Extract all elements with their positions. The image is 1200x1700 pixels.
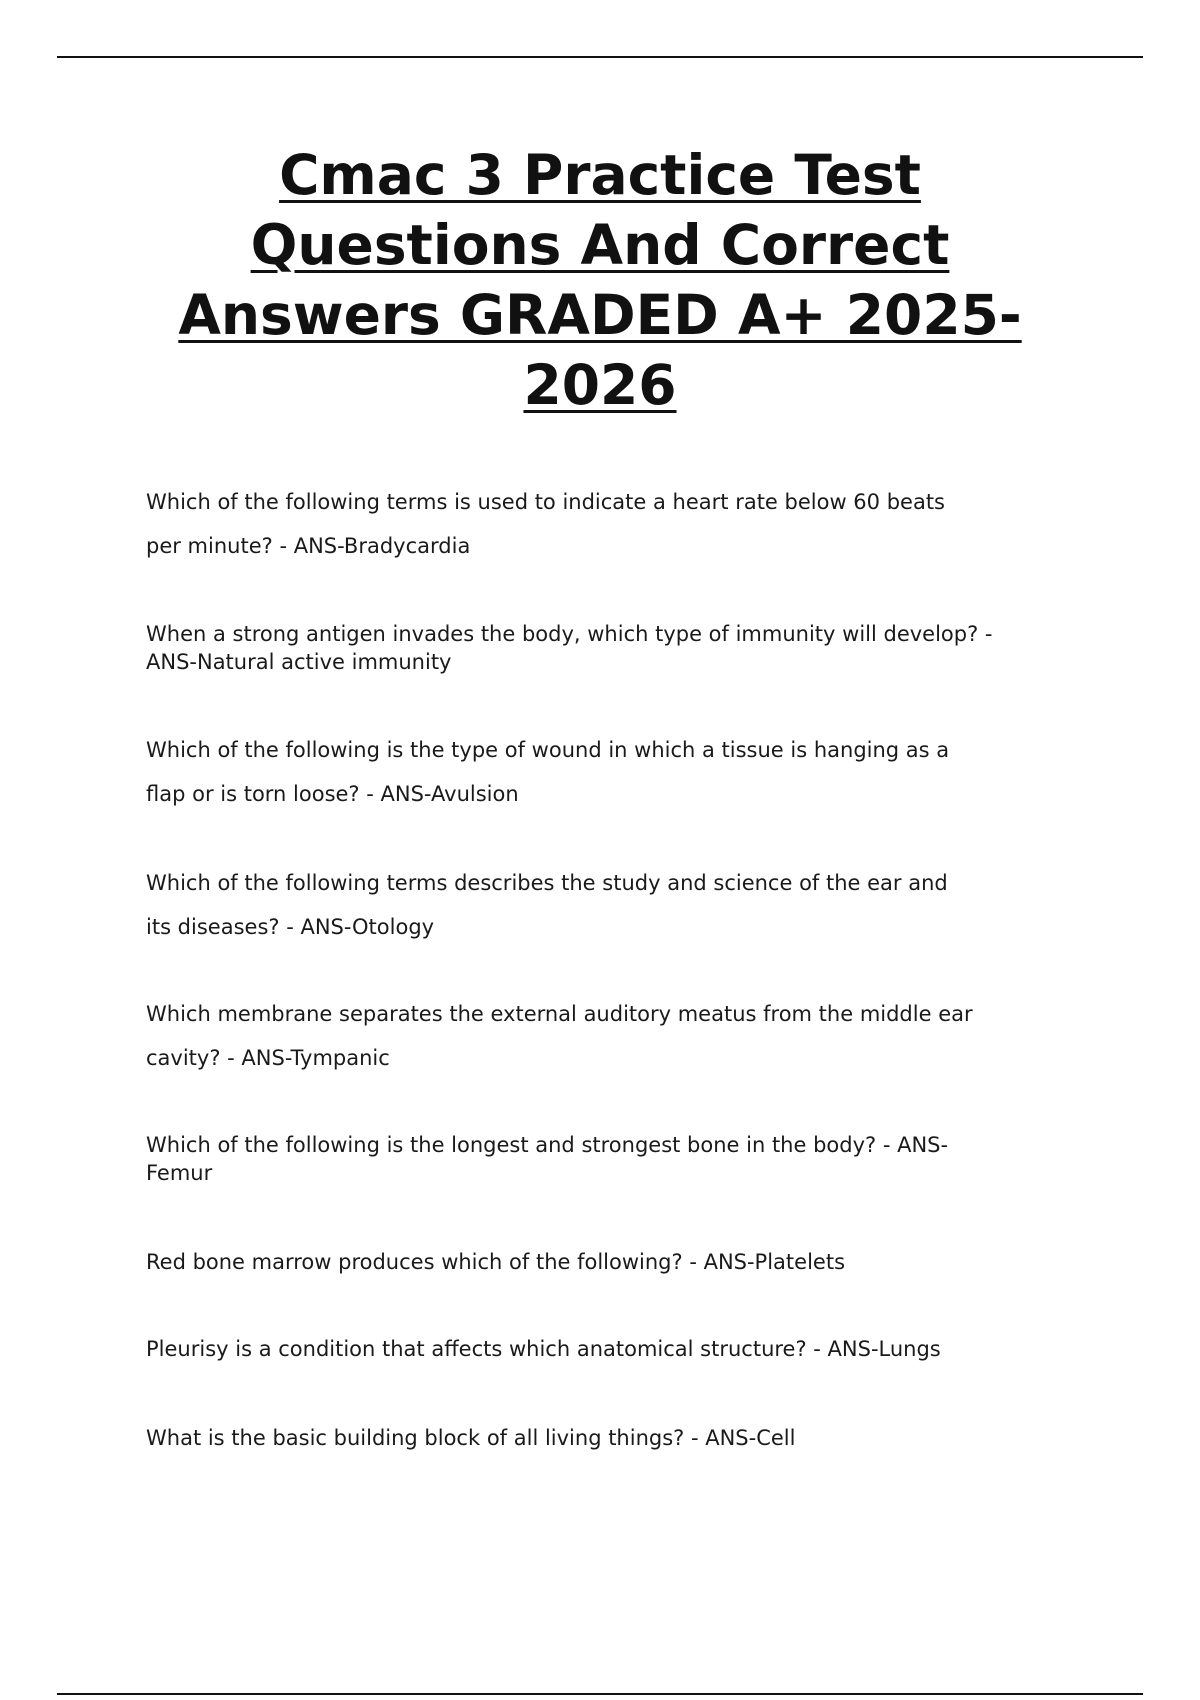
qa-item-bradycardia bbox=[146, 480, 1046, 568]
qa-item-cell bbox=[146, 1424, 1046, 1452]
question-text: Which of the following terms is used to indicate a heart rate below 60 beats bbox=[146, 490, 945, 514]
question-text: Femur bbox=[146, 1161, 213, 1185]
qa-item-tympanic bbox=[146, 992, 1046, 1080]
question-text: What is the basic building block of all living things? - ANS-Cell bbox=[146, 1426, 796, 1450]
title-line: 2026 bbox=[523, 353, 677, 417]
qa-item-immunity bbox=[146, 620, 1046, 676]
question-text: Pleurisy is a condition that affects which anatomical structure? - ANS-Lungs bbox=[146, 1337, 941, 1361]
title-line: Questions And Correct bbox=[250, 213, 950, 277]
question-text: Which of the following is the longest and strongest bone in the body? - ANS- bbox=[146, 1133, 949, 1157]
qa-item-avulsion bbox=[146, 728, 1046, 816]
document-title bbox=[100, 140, 1100, 420]
question-text: Which of the following terms describes the study and science of the ear and bbox=[146, 871, 948, 895]
question-text: flap or is torn loose? - ANS-Avulsion bbox=[146, 782, 519, 806]
question-text: When a strong antigen invades the body, which type of immunity will develop? - bbox=[146, 622, 993, 646]
question-text: cavity? - ANS-Tympanic bbox=[146, 1046, 390, 1070]
bottom-rule bbox=[57, 1693, 1143, 1695]
question-text: its diseases? - ANS-Otology bbox=[146, 915, 435, 939]
question-text: Which of the following is the type of wound in which a tissue is hanging as a bbox=[146, 738, 950, 762]
top-rule bbox=[57, 56, 1143, 58]
qa-item-platelets bbox=[146, 1248, 1046, 1276]
question-text: per minute? - ANS-Bradycardia bbox=[146, 534, 471, 558]
question-text: Red bone marrow produces which of the following? - ANS-Platelets bbox=[146, 1250, 846, 1274]
question-text: ANS-Natural active immunity bbox=[146, 650, 452, 674]
qa-item-otology bbox=[146, 861, 1046, 949]
qa-item-lungs bbox=[146, 1335, 1046, 1363]
question-text: Which membrane separates the external auditory meatus from the middle ear bbox=[146, 1002, 973, 1026]
qa-item-femur bbox=[146, 1131, 1046, 1187]
title-line: Cmac 3 Practice Test bbox=[279, 143, 921, 207]
title-line: Answers GRADED A+ 2025- bbox=[178, 283, 1022, 347]
